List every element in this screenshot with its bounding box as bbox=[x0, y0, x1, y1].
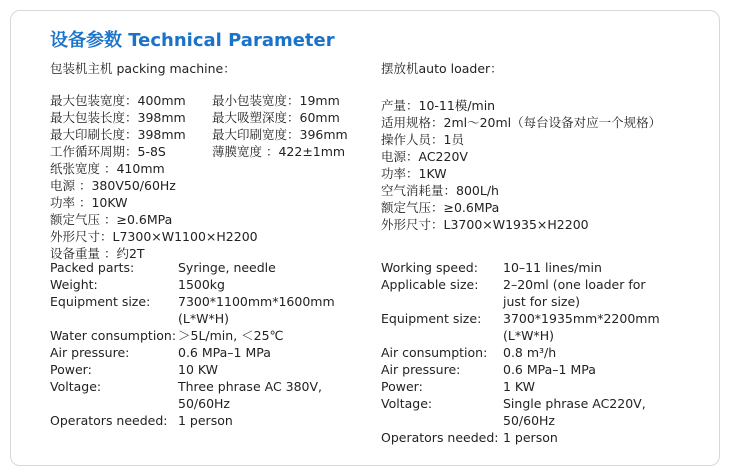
spec-value: 1 KW bbox=[503, 379, 536, 394]
cn-spec-line: 纸张宽度 ：410mm bbox=[50, 161, 165, 176]
spec-value: 10 KW bbox=[178, 362, 218, 377]
spec-key: Power: bbox=[50, 362, 92, 377]
spec-key: Weight: bbox=[50, 277, 98, 292]
spec-value: 2–20ml (one loader for just for size) bbox=[503, 277, 646, 309]
cn-spec-text: 最大印刷长度：398mm bbox=[50, 127, 186, 142]
spec-value: 0.6 MPa–1 MPa bbox=[178, 345, 271, 360]
cn-spec-line: 空气消耗量：800L/h bbox=[381, 183, 499, 198]
spec-value: Syringe, needle bbox=[178, 260, 276, 275]
cn-spec-line: 功率 ：10KW bbox=[50, 195, 128, 210]
cn-spec-text: 最大印刷宽度：396mm bbox=[212, 127, 348, 142]
cn-spec-line: 功率：1KW bbox=[381, 166, 447, 181]
cn-spec-line: 产量：10-11模/min bbox=[381, 98, 496, 113]
cn-spec-line: 额定气压：≥0.6MPa bbox=[381, 200, 500, 215]
spec-key: Voltage: bbox=[381, 396, 433, 411]
cn-spec-pair bbox=[50, 126, 370, 143]
cn-spec-line: 外形尺寸：L3700×W1935×H2200 bbox=[381, 217, 589, 232]
spec-key: Operators needed: bbox=[50, 413, 168, 428]
cn-spec-pair bbox=[50, 92, 370, 109]
auto-loader-cn-specs bbox=[381, 97, 681, 233]
cn-spec-line: 电源：AC220V bbox=[381, 149, 468, 164]
cn-spec-text: 最小包装宽度：19mm bbox=[212, 93, 340, 108]
spec-value: 1 person bbox=[503, 430, 558, 445]
spec-key: Air pressure: bbox=[381, 362, 461, 377]
spec-key: Operators needed: bbox=[381, 430, 499, 445]
cn-spec-text: 最大吸塑深度：60mm bbox=[212, 110, 340, 125]
spec-value: 7300*1100mm*1600mm (L*W*H) bbox=[178, 294, 335, 326]
cn-spec-text: 薄膜宽度 ：422±1mm bbox=[212, 144, 346, 159]
spec-value: 0.6 MPa–1 MPa bbox=[503, 362, 596, 377]
cn-spec-pair bbox=[50, 109, 370, 126]
packing-machine-en-specs bbox=[50, 259, 378, 429]
auto-loader-en-specs bbox=[381, 259, 703, 446]
packing-machine-cn-specs bbox=[50, 92, 370, 262]
cn-spec-pair bbox=[50, 143, 370, 160]
spec-key: Power: bbox=[381, 379, 423, 394]
spec-value: 1500kg bbox=[178, 277, 225, 292]
packing-machine-heading: 包装机主机 packing machine： bbox=[50, 61, 236, 76]
spec-key: Packed parts: bbox=[50, 260, 135, 275]
cn-spec-text: 工作循环周期：5-8S bbox=[50, 144, 166, 159]
spec-key: Applicable size: bbox=[381, 277, 479, 292]
cn-spec-line: 电源 ：380V50/60Hz bbox=[50, 178, 176, 193]
cn-spec-text: 最大包装宽度：400mm bbox=[50, 93, 186, 108]
auto-loader-heading: 摆放机auto loader： bbox=[381, 61, 503, 76]
cn-spec-text: 最大包装长度：398mm bbox=[50, 110, 186, 125]
cn-spec-line: 适用规格：2ml～20ml（每台设备对应一个规格） bbox=[381, 115, 662, 130]
spec-value: 3700*1935mm*2200mm (L*W*H) bbox=[503, 311, 660, 343]
spec-value: ＞5L/min, ＜25℃ bbox=[178, 328, 284, 343]
cn-spec-line: 额定气压 ：≥0.6MPa bbox=[50, 212, 173, 227]
spec-key: Voltage: bbox=[50, 379, 102, 394]
spec-key: Equipment size: bbox=[381, 311, 482, 326]
page-title: 设备参数 Technical Parameter bbox=[50, 30, 335, 51]
spec-value: 0.8 m³/h bbox=[503, 345, 557, 360]
spec-key: Equipment size: bbox=[50, 294, 151, 309]
spec-value: Single phrase AC220V, 50/60Hz bbox=[503, 396, 646, 428]
spec-key: Water consumption: bbox=[50, 328, 177, 343]
cn-spec-line: 操作人员：1员 bbox=[381, 132, 464, 147]
spec-value: 10–11 lines/min bbox=[503, 260, 602, 275]
spec-key: Air pressure: bbox=[50, 345, 130, 360]
spec-key: Working speed: bbox=[381, 260, 478, 275]
spec-value: 1 person bbox=[178, 413, 233, 428]
spec-key: Air consumption: bbox=[381, 345, 488, 360]
spec-value: Three phrase AC 380V, 50/60Hz bbox=[178, 379, 323, 411]
cn-spec-line: 设备重量 ：约2T bbox=[50, 246, 145, 261]
cn-spec-line: 外形尺寸：L7300×W1100×H2200 bbox=[50, 229, 258, 244]
